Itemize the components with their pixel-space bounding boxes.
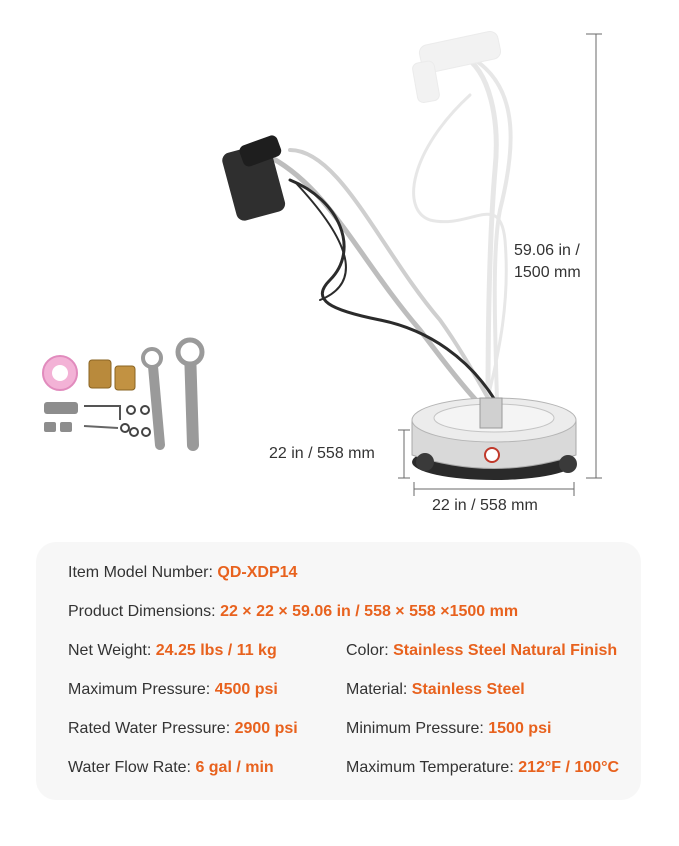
flow-rate-value: 6 gal / min (195, 759, 274, 776)
width-dimension-line (414, 482, 574, 496)
model-number-row (68, 563, 297, 583)
rated-pressure-value: 2900 psi (234, 720, 298, 737)
surface-cleaner-base (412, 398, 577, 480)
min-pressure-row (346, 719, 551, 739)
rated-pressure-row (68, 719, 298, 739)
color-value: Stainless Steel Natural Finish (393, 642, 618, 659)
width-dimension-label: 22 in / 558 mm (432, 497, 538, 514)
model-number-label: Item Model Number: (68, 564, 218, 581)
height-dimension-line2: 1500 mm (514, 264, 581, 281)
product-dimensions-label: Product Dimensions: (68, 603, 221, 620)
flow-rate-label: Water Flow Rate: (68, 759, 196, 776)
min-pressure-value: 1500 psi (488, 720, 552, 737)
max-temperature-label: Maximum Temperature: (346, 759, 519, 776)
min-pressure-label: Minimum Pressure: (346, 720, 489, 737)
color-row (346, 641, 617, 661)
max-pressure-label: Maximum Pressure: (68, 681, 215, 698)
material-row (346, 680, 525, 700)
height-dimension-line (586, 34, 602, 478)
max-temperature-row (346, 758, 619, 778)
material-label: Material: (346, 681, 412, 698)
max-temperature-value: 212°F / 100°C (518, 759, 620, 776)
max-pressure-value: 4500 psi (214, 681, 278, 698)
net-weight-row (68, 641, 277, 661)
color-label: Color: (346, 642, 394, 659)
max-pressure-row (68, 680, 278, 700)
net-weight-label: Net Weight: (68, 642, 156, 659)
rated-pressure-label: Rated Water Pressure: (68, 720, 235, 737)
spec-card (36, 542, 641, 800)
product-dimensions-row (68, 602, 518, 622)
wand-image (220, 134, 495, 415)
height-dimension-line1: 59.06 in / (514, 242, 580, 259)
product-dimensions-value: 22 × 22 × 59.06 in / 558 × 558 ×1500 mm (220, 603, 519, 620)
accessories-image (43, 340, 202, 445)
depth-dimension-label: 22 in / 558 mm (269, 445, 375, 462)
model-number-value: QD-XDP14 (217, 564, 298, 581)
material-value: Stainless Steel (411, 681, 525, 698)
net-weight-value: 24.25 lbs / 11 kg (155, 642, 277, 659)
flow-rate-row (68, 758, 274, 778)
depth-dimension-line (398, 430, 410, 478)
height-dimension-label (514, 240, 581, 284)
